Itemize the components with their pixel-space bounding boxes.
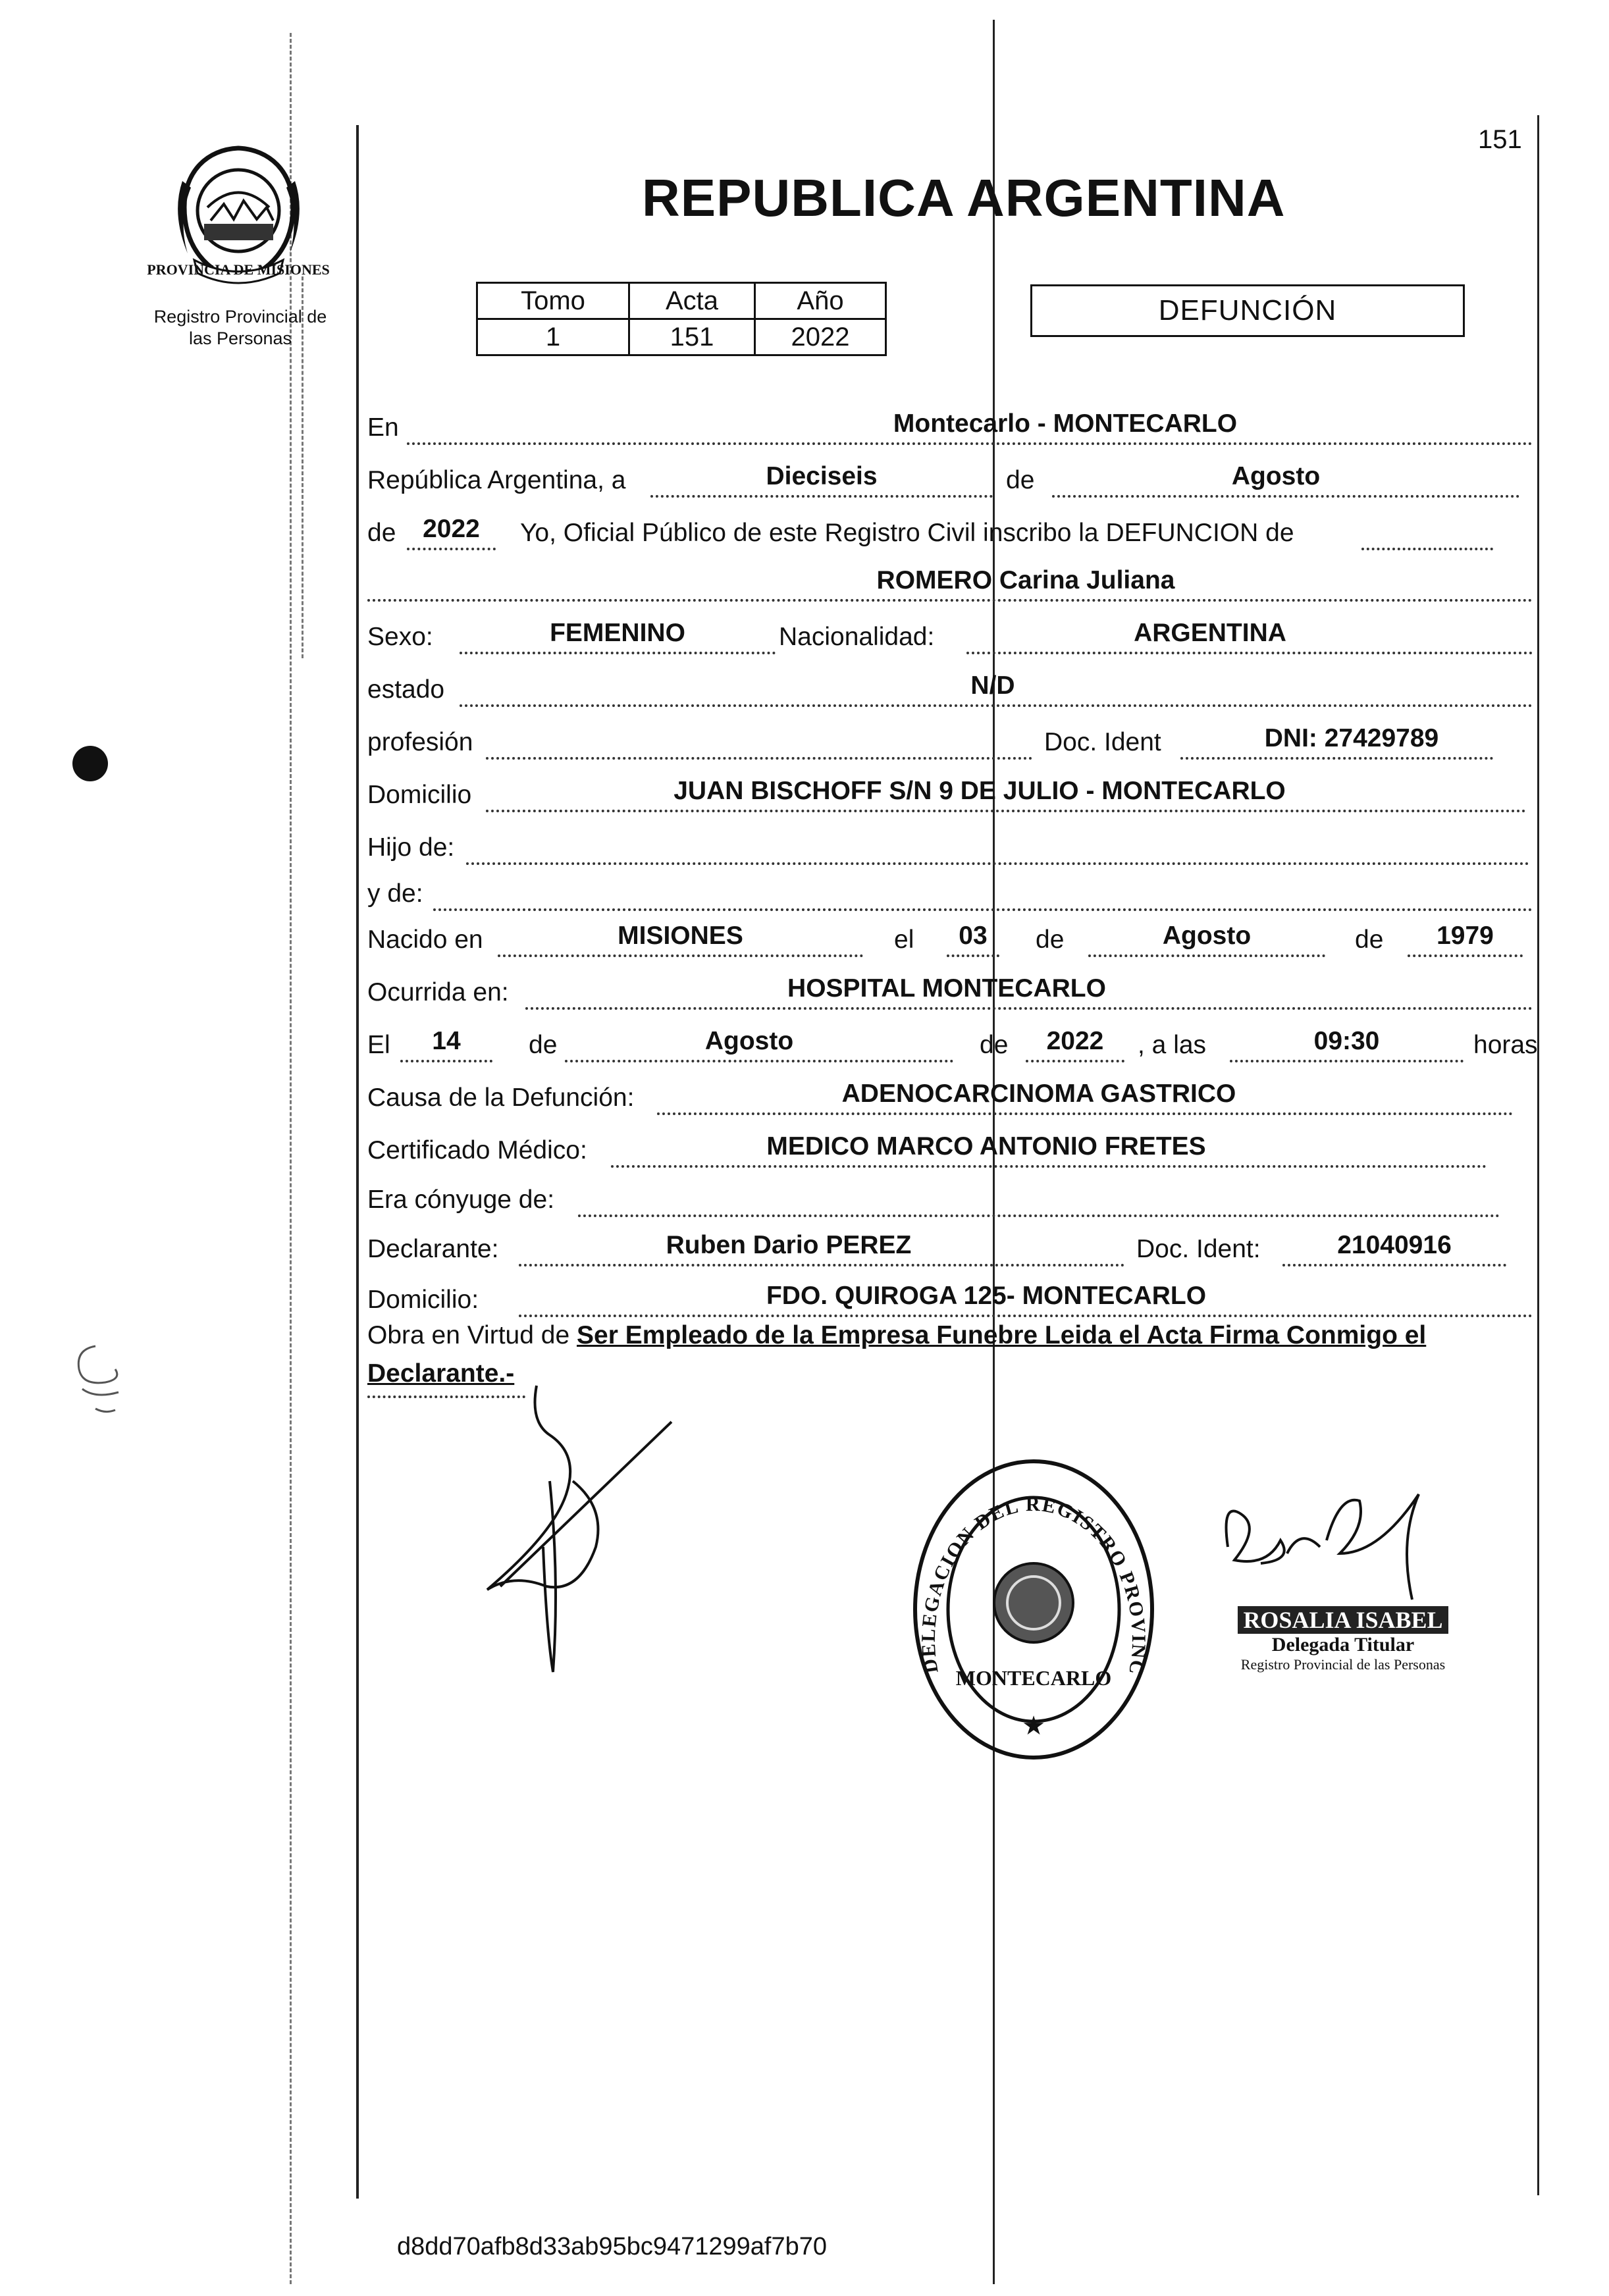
row-hijo (367, 828, 1533, 868)
row-certificado (367, 1131, 1533, 1170)
tomo-header: Tomo (477, 283, 629, 319)
causa-value: ADENOCARCINOMA GASTRICO (841, 1080, 1236, 1108)
stamp-star-icon: ★ (1022, 1711, 1045, 1740)
registry-seal-logo (147, 142, 330, 290)
row-republica (367, 461, 1533, 500)
en-label: En (367, 413, 399, 442)
conyuge-fill (578, 1214, 1500, 1217)
anio-value-field: 2022 (423, 515, 480, 543)
declarante-label: Declarante: (367, 1235, 499, 1263)
registry-caption (135, 306, 346, 350)
nacionalidad-fill (966, 652, 1533, 654)
anio-fill (407, 548, 496, 550)
estado-value: N/D (970, 671, 1015, 700)
domicilio-fill (486, 810, 1526, 812)
official-signature (1221, 1488, 1498, 1613)
domicilio-value: JUAN BISCHOFF S/N 9 DE JULIO - MONTECARLO (673, 777, 1286, 805)
decl-doc-value: 21040916 (1337, 1231, 1452, 1259)
obra-value: Ser Empleado de la Empresa Funebre Leida el Acta Firma Conmigo el Declarante.- (367, 1321, 1427, 1388)
doc-label: Doc. Ident (1044, 728, 1161, 756)
en-fill (407, 442, 1533, 445)
official-role: Delegada Titular (1271, 1634, 1415, 1656)
mes-fill (1052, 495, 1519, 498)
doc-fill (1180, 757, 1493, 760)
nac-de-label: de (1036, 926, 1065, 954)
obra-paragraph (367, 1317, 1536, 1393)
decl-doc-fill (1282, 1264, 1506, 1266)
row-conyuge (367, 1180, 1533, 1220)
def-anio-fill (1026, 1060, 1124, 1062)
anio-value: 2022 (755, 319, 886, 355)
estado-label: estado (367, 675, 445, 704)
domicilio-label: Domicilio (367, 781, 472, 809)
profesion-fill (486, 757, 1032, 760)
el2-label: El (367, 1031, 390, 1059)
def-de-label: de (529, 1031, 558, 1059)
causa-fill (657, 1112, 1513, 1115)
nac-dia-value: 03 (959, 922, 988, 950)
record-value-row (477, 319, 886, 355)
declarante-fill (519, 1264, 1124, 1266)
estado-fill (460, 704, 1533, 707)
de2-label: de (367, 519, 396, 547)
alas-label: , a las (1138, 1031, 1207, 1059)
seal-misiones-text: PROVINCIA DE MISIONES (147, 261, 330, 278)
row-domicilio (367, 775, 1533, 815)
declarante-value: Ruben Dario PEREZ (666, 1231, 912, 1259)
decl-domicilio-label: Domicilio: (367, 1286, 479, 1314)
hijo-label: Hijo de: (367, 833, 455, 862)
document-hash: d8dd70afb8d33ab95bc9471299af7b70 (397, 2233, 827, 2260)
margin-dashed-line (290, 33, 292, 2284)
nac-de2-label: de (1355, 926, 1384, 954)
def-anio-value: 2022 (1046, 1027, 1104, 1055)
def-mes-value: Agosto (704, 1027, 794, 1055)
page-number: 151 (1478, 125, 1522, 154)
en-value: Montecarlo - MONTECARLO (893, 409, 1238, 438)
nacido-label: Nacido en (367, 926, 483, 954)
doc-value: DNI: 27429789 (1264, 724, 1439, 752)
nacido-fill (498, 954, 863, 957)
registry-caption-line1: Registro Provincial de (153, 307, 327, 326)
el-label: el (894, 926, 914, 954)
inscribo-fill (1361, 548, 1493, 550)
nacido-value: MISIONES (618, 922, 743, 950)
official-name: ROSALIA ISABEL (1238, 1606, 1448, 1634)
yde-label: y de: (367, 879, 423, 908)
profesion-label: profesión (367, 728, 473, 756)
stamp-ring-text: DELEGACION DEL REGISTRO PROVINCIAL DE LAS PERSONAS (900, 1438, 1150, 1678)
row-fecha-defuncion (367, 1026, 1538, 1065)
registry-caption-line2: las Personas (188, 328, 292, 348)
punch-hole-mark (70, 744, 110, 783)
nombre-fill (367, 599, 1533, 602)
hora-value: 09:30 (1313, 1027, 1380, 1055)
ocurrida-label: Ocurrida en: (367, 978, 509, 1006)
republica-label: República Argentina, a (367, 466, 626, 494)
obra-label: Obra en Virtud de (367, 1321, 570, 1349)
def-de2-label: de (980, 1031, 1009, 1059)
row-nombre (367, 565, 1533, 604)
left-border-line (356, 125, 359, 2199)
nac-mes-value: Agosto (1162, 922, 1252, 950)
right-border-line (1537, 115, 1539, 2195)
margin-scribble (69, 1336, 135, 1422)
nac-dia-fill (947, 954, 999, 957)
row-inscribo (367, 513, 1533, 553)
anio-header: Año (755, 283, 886, 319)
inscribo-text: Yo, Oficial Público de este Registro Civil inscribo la DEFUNCION de (520, 519, 1294, 547)
row-declarante (367, 1230, 1533, 1269)
dia-fill (650, 495, 993, 498)
conyuge-label: Era cónyuge de: (367, 1186, 555, 1214)
row-en (367, 408, 1533, 448)
acta-value: 151 (629, 319, 755, 355)
record-index-table (476, 282, 887, 356)
row-nacido (367, 920, 1533, 960)
sexo-label: Sexo: (367, 623, 433, 651)
def-dia-fill (400, 1060, 492, 1062)
causa-label: Causa de la Defunción: (367, 1083, 635, 1112)
stamp-center-text: MONTECARLO (955, 1666, 1112, 1690)
ocurrida-value: HOSPITAL MONTECARLO (787, 974, 1106, 1003)
sexo-fill (460, 652, 776, 654)
row-estado (367, 670, 1533, 710)
def-dia-value: 14 (432, 1027, 461, 1055)
certificado-value: MEDICO MARCO ANTONIO FRETES (766, 1132, 1206, 1161)
nac-mes-fill (1088, 954, 1325, 957)
nac-anio-fill (1408, 954, 1523, 957)
de-label: de (1006, 466, 1035, 494)
acta-header: Acta (629, 283, 755, 319)
record-header-row (477, 283, 886, 319)
declarant-signature (487, 1382, 691, 1685)
mes-value: Agosto (1231, 462, 1321, 490)
nacionalidad-label: Nacionalidad: (779, 623, 935, 651)
tomo-value: 1 (477, 319, 629, 355)
certificado-label: Certificado Médico: (367, 1136, 587, 1164)
row-sexo (367, 617, 1533, 657)
row-ocurrida (367, 973, 1533, 1012)
dia-value: Dieciseis (766, 462, 878, 490)
row-profesion (367, 723, 1533, 762)
row-causa (367, 1078, 1533, 1118)
nacionalidad-value: ARGENTINA (1134, 619, 1286, 647)
hijo-fill (466, 862, 1529, 865)
horas-label: horas (1473, 1031, 1538, 1059)
decl-domicilio-value: FDO. QUIROGA 125- MONTECARLO (766, 1282, 1207, 1310)
hora-fill (1230, 1060, 1464, 1062)
deceased-name: ROMERO Carina Juliana (876, 566, 1175, 594)
def-mes-fill (565, 1060, 953, 1062)
official-seal-block (1188, 1606, 1498, 1673)
delegation-stamp (900, 1438, 1159, 1764)
official-office: Registro Provincial de las Personas (1240, 1656, 1446, 1673)
row-yde (367, 874, 1533, 914)
decl-doc-label: Doc. Ident: (1136, 1235, 1261, 1263)
sexo-value: FEMENINO (550, 619, 685, 647)
row-decl-domicilio (367, 1280, 1533, 1320)
record-type-box: DEFUNCIÓN (1030, 284, 1465, 337)
certificado-fill (611, 1165, 1487, 1168)
nac-anio-value: 1979 (1437, 922, 1494, 950)
document-title: REPUBLICA ARGENTINA (642, 169, 1286, 227)
ocurrida-fill (525, 1007, 1533, 1010)
yde-fill (433, 908, 1533, 911)
